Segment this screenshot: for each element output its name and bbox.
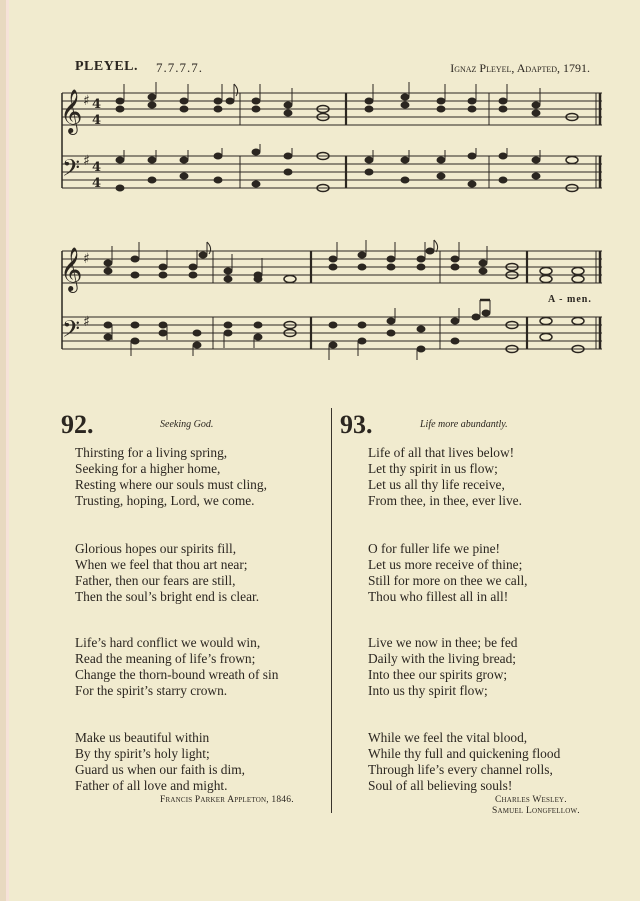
hymn-93-stanza-3: Live we now in thee; be fed Daily with the living bread; Into thee our spirits grow; Into us thy spirit flow; [368,635,518,698]
svg-text:4: 4 [92,160,102,175]
system1-bass-staff [62,156,602,188]
sharp-icon: ♯ [83,314,90,330]
bass-clef-icon: 𝄢 [62,315,81,348]
svg-text:4: 4 [92,113,102,128]
hymn-92-number: 92. [61,410,94,439]
hymn-92-subtitle: Seeking God. [160,419,214,430]
music-score [0,0,640,400]
sharp-icon: ♯ [83,251,90,267]
tune-meter: 7.7.7.7. [156,60,203,75]
hymn-93-attribution-1: Charles Wesley. [495,795,567,805]
system2-bass-notes [104,300,584,360]
treble-clef-icon: 𝄞 [60,89,83,133]
hymn-93-attribution-2: Samuel Longfellow. [492,806,580,816]
treble-clef-icon: 𝄞 [60,247,83,291]
tune-composer: Ignaz Pleyel, Adapted, 1791. [450,61,590,75]
hymn-92-stanza-2: Glorious hopes our spirits fill, When we feel that thou art near; Father, then our fears are still, Then the soul’s bright end is clear. [75,541,260,604]
sharp-icon: ♯ [83,153,90,169]
hymn-93-subtitle: Life more abundantly. [420,419,508,430]
sharp-icon: ♯ [83,93,90,109]
hymn-92-stanza-3: Life’s hard conflict we would win, Read the meaning of life’s frown; Change the thorn-bound wreath of sin For the spirit’s starry crown. [75,635,279,698]
hymn-92-stanza-1: Thirsting for a living spring, Seeking for a higher home, Resting where our souls must cling, Trusting, hoping, Lord, we come. [75,445,267,508]
system1-treble-staff [62,93,602,125]
system2-treble-notes [104,240,584,283]
column-divider [331,408,332,813]
hymn-92-stanza-4: Make us beautiful within By thy spirit’s holy light; Guard us when our faith is dim, Father of all love and might. [75,730,245,793]
svg-text:4: 4 [92,176,102,191]
bass-clef-icon: 𝄢 [62,154,81,187]
amen-label: A - men. [548,294,592,305]
hymn-92-attribution: Francis Parker Appleton, 1846. [160,795,294,805]
svg-text:4: 4 [92,97,102,112]
hymn-93-stanza-1: Life of all that lives below! Let thy spirit in us flow; Let us all thy life receive, From thee, in thee, ever live. [368,445,522,508]
hymn-93-stanza-4: While we feel the vital blood, While thy full and quickening flood Through life’s every channel rolls, Soul of all believing souls! [368,730,561,793]
tune-name: PLEYEL. [75,59,139,74]
hymn-93-number: 93. [340,410,373,439]
hymn-93-stanza-2: O for fuller life we pine! Let us more receive of thine; Still for more on thee we call, Thou who fillest all in all! [368,541,528,604]
